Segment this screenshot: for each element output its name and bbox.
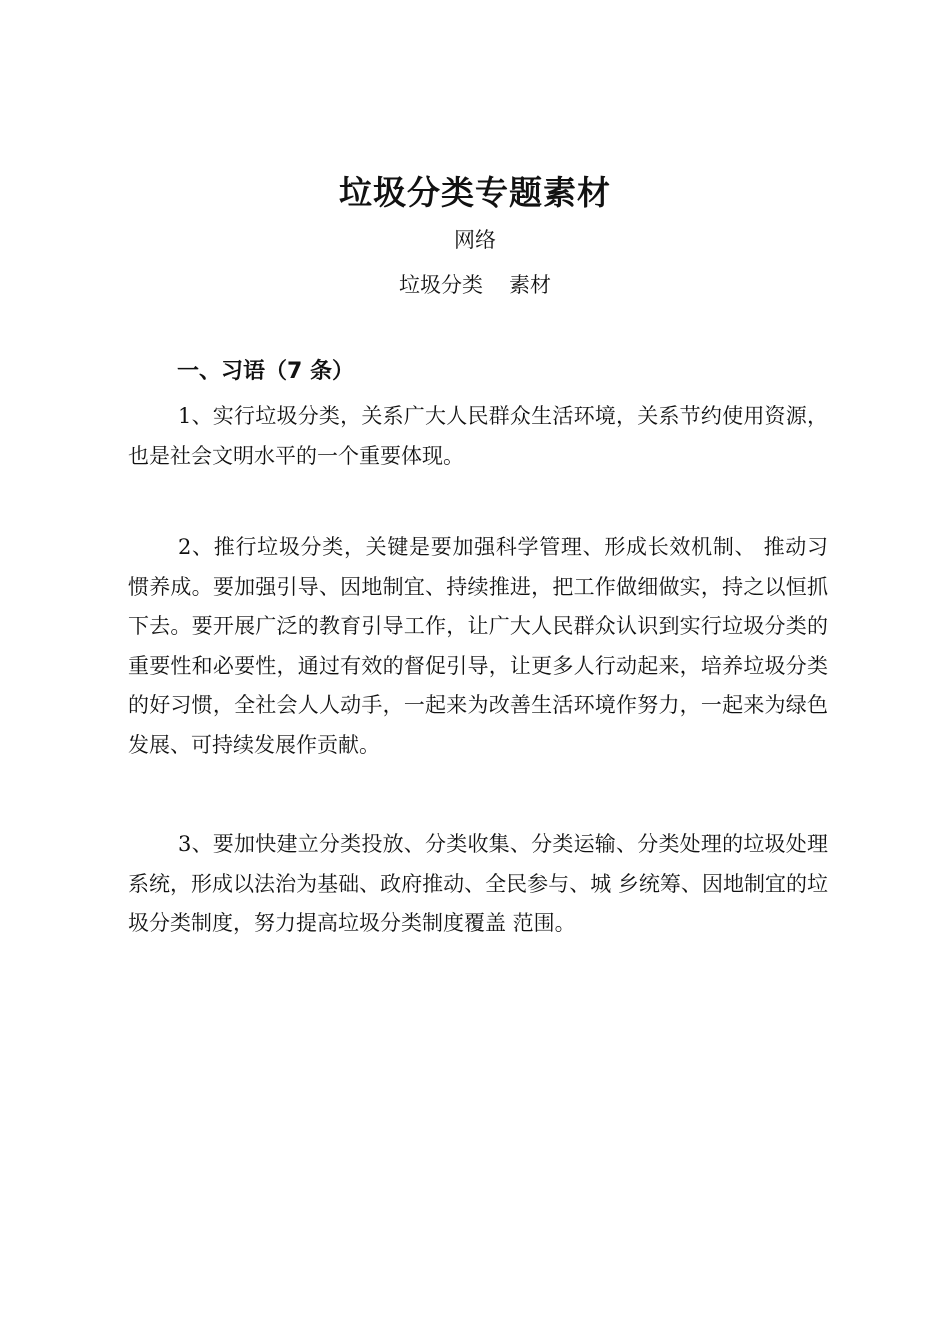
paragraph: 1、实行垃圾分类，关系广大人民群众生活环境，关系节约使用资源，也是社会文明水平的一个重要体现。: [128, 404, 828, 468]
paragraph: 2、推行垃圾分类，关键是要加强科学管理、形成长效机制、 推动习惯养成。要加强引导、因地制宜、持续推进，把工作做细做实，持之以恒抓下去。要开展广泛的教育引导工作，让广大人民群众认识到实行垃圾分类的重要性和必要性，通过有效的督促引导，让更多人行动起来，培养垃圾分类的好习惯，全社会人人动手，一起来为改善生活环境作努力，一起来为绿色发展、可持续发展作贡献。: [128, 535, 828, 757]
paragraph: 3、要加快建立分类投放、分类收集、分类运输、分类处理的垃圾处理系统，形成以法治为基础、政府推动、全民参与、城 乡统筹、因地制宜的垃圾分类制度，努力提高垃圾分类制度覆盖 范围。: [128, 832, 828, 935]
document-title: 垃圾分类专题素材: [339, 173, 611, 212]
keyword: 素材: [509, 273, 551, 297]
document-source: 网络: [454, 228, 496, 252]
section-heading: 一、习语（7 条）: [177, 359, 354, 384]
keyword: 垃圾分类: [399, 273, 483, 297]
document-keywords: [0, 269, 950, 301]
